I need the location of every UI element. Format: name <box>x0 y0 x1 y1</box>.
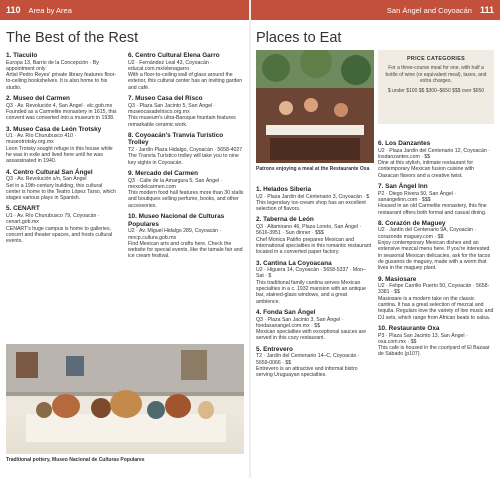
best-rest-entry <box>128 170 244 209</box>
best-rest-entry <box>128 132 244 166</box>
best-rest-entry-description: This modern food hall features more than 30 stalls and boutiques selling perfume, books, and other accessories. <box>128 190 244 209</box>
places-to-eat-column-2 <box>378 140 494 362</box>
left-page-title: The Best of the Rest <box>6 30 139 46</box>
restaurant-entry <box>256 186 372 212</box>
price-categories-text: For a three-course meal for one, with half a bottle of wine (or equivalent meal), taxes, and extra charges. <box>385 65 487 84</box>
best-rest-entry-info: Q3 · Av. Revolución 4, San Ángel · elc.gob.mx <box>6 102 113 109</box>
price-scale: $ under $100 $$ $300–$650 $$$ over $650 <box>387 88 485 95</box>
best-rest-entry-title: 10. Museo Nacional de Culturas Populares <box>128 213 225 228</box>
best-rest-entry-info: T2 · Jardín Plaza Hidalgo, Coyoacán · 5658-4027 <box>128 147 243 154</box>
restaurant-entry <box>378 220 494 272</box>
restaurant-entry <box>378 140 494 179</box>
best-rest-entry-title: 2. Museo del Carmen <box>6 95 70 103</box>
restaurant-entry-info: Q3 · Altamirano 46, Plaza Loreto, San Ángel · 5616-3951 · Sun dinner · $$$ <box>256 224 362 237</box>
restaurant-entry <box>256 260 372 305</box>
best-rest-entry-description: This museum's ultra-Baroque fountain features remarkable ceramic work. <box>128 115 236 128</box>
best-rest-entry-description: CENART's huge campus is home to galleries, concert and theater spaces, and hosts cultural events. <box>6 225 113 245</box>
best-rest-entry-title: 8. Coyoacán's Tranvía Turístico Trolley <box>128 131 224 147</box>
best-rest-column-2 <box>128 52 244 264</box>
restaurant-entry-description: This traditional family cantina serves Mexican specialties in a c. 1932 mansion with an antique bar, stained-glass windows, and a great ambience. <box>256 279 366 305</box>
restaurant-entry-description: Housed in an old Carmelite monastery, this fine restaurant offers both formal and casual dining. <box>378 203 487 216</box>
best-rest-entry-title: 3. Museo Casa de León Trotsky <box>6 125 102 133</box>
restaurant-entry-info: T2 · Jardín del Centenario 14–C, Coyoacán · 5659-0066 · $$ <box>256 353 360 366</box>
restaurant-entry-description: Chef Monica Patiño prepares Mexican and international specialties in this romantic restaurant located in a converted paper factory. <box>256 236 372 256</box>
left-running-title: Area by Area <box>28 5 72 15</box>
best-rest-entry-info: Europa 13, Barrio de la Concepción · By appointment only <box>6 59 99 72</box>
right-page-header <box>251 0 500 20</box>
restaurant-entry <box>378 325 494 358</box>
restaurant-entry <box>378 276 494 321</box>
restaurant-entry-title: 6. Los Danzantes <box>378 140 431 147</box>
restaurant-entry-title: 8. Corazón de Maguey <box>378 219 446 227</box>
left-page-header <box>0 0 249 20</box>
restaurant-entry-title: 3. Cantina La Coyoacana <box>256 259 332 267</box>
right-page-number: 111 <box>479 5 494 15</box>
best-rest-entry-info: U2 · Av. Miguel Hidalgo 289, Coyoacán · mncp.cultura.gob.mx <box>128 228 222 241</box>
restaurant-oxa-photo <box>256 50 374 163</box>
restaurant-entry-title: 4. Fonda San Ángel <box>256 308 316 316</box>
best-rest-column-1 <box>6 52 118 249</box>
museum-photo-caption: Traditional pottery, Museo Nacional de Culturas Populares <box>6 457 145 463</box>
best-rest-entry-description: Artist Pedro Reyes' private library features floor-to-ceiling bookshelves. It is also home to his studio. <box>6 72 117 91</box>
best-rest-entry-description: Set in a 19th-century building, this cultural center is home to the Teatro López Tarso, which stages various plays in Spanish. <box>6 182 116 202</box>
restaurant-entry <box>256 309 372 342</box>
best-rest-entry-description: Founded as a Carmelite monastery in 1615, this convent was converted into a museum in 1938. <box>6 108 117 122</box>
best-rest-entry <box>6 52 118 91</box>
best-rest-entry-description: Find Mexican arts and crafts here. Check the website for special events, like the tamale fair and ice cream festival. <box>128 240 243 260</box>
restaurant-entry-description: Entrevero is an attractive and informal bistro serving Uruguayan specialties. <box>256 365 358 379</box>
restaurant-entry-info: U2 · Plaza Jardín del Centenario 3, Coyoacán · $ <box>256 193 370 200</box>
best-rest-entry-title: 5. CENART <box>6 205 40 213</box>
best-rest-entry-description: With a floor-to-ceiling wall of glass around the exterior, this cultural center has an inviting garden and café. <box>128 72 243 91</box>
best-rest-entry <box>128 213 244 260</box>
right-running-title: San Ángel and Coyoacán <box>386 5 472 15</box>
best-rest-entry-title: 4. Centro Cultural San Ángel <box>6 168 93 176</box>
restaurant-entry-info: P3 · Plaza San Jacinto 13, San Ángel · oxa.com.mx · $$ <box>378 332 468 345</box>
restaurant-entry <box>378 183 494 216</box>
restaurant-photo-caption: Patrons enjoying a meal at the Restaurante Oxa <box>256 166 370 172</box>
pottery-illustration <box>6 344 244 454</box>
restaurant-entry-description: Dine at this stylish, intimate restaurant for contemporary Mexican fusion cuisine with Oaxacan flavors and a creative twist. <box>378 160 475 179</box>
best-rest-entry-title: 7. Museo Casa del Risco <box>128 95 203 103</box>
restaurant-entry-info: P2 · Diego Rivera 50, San Ángel · sanangelinn.com · $$$ <box>378 190 457 203</box>
restaurant-entry-description: Mexican specialties with exceptional sauces are served in this cozy restaurant. <box>256 329 367 342</box>
restaurant-entry-title: 5. Entrevero <box>256 345 293 353</box>
best-rest-entry-description: The Tranvía Turístico trolley will take you to nine key sights in Coyoacán. <box>128 153 239 166</box>
restaurant-entry <box>256 216 372 255</box>
best-rest-entry <box>128 95 244 128</box>
left-page-number: 110 <box>6 5 21 15</box>
restaurant-entry-info: U2 · Plaza Jardín del Centenario 12, Coyoacán · losdanzantes.com · $$ <box>378 147 490 160</box>
restaurant-entry-title: 7. San Ángel Inn <box>378 183 428 191</box>
best-rest-entry-info: Q3 · Plaza San Jacinto 5, San Ángel · museocasadelrisco.org.mx <box>128 102 216 115</box>
restaurant-entry-title: 1. Helados Siberia <box>256 186 312 193</box>
best-rest-entry-title: 9. Mercado del Carmen <box>128 169 198 177</box>
best-rest-entry <box>6 95 118 121</box>
best-rest-entry-title: 6. Centro Cultural Elena Garro <box>128 52 220 59</box>
best-rest-entry-title: 1. Tlacuilo <box>6 52 38 59</box>
restaurant-entry <box>256 346 372 379</box>
restaurant-entry-info: Q3 · Plaza San Jacinto 3, San Ángel · fondasanangel.com.mx · $$ <box>256 316 344 329</box>
best-rest-entry <box>6 126 118 165</box>
best-rest-entry-info: U1 · Av. Río Churubusco 79, Coyoacán · cenart.gob.mx <box>6 213 100 226</box>
restaurant-entry-title: 9. Masiosare <box>378 275 417 283</box>
restaurant-entry-info: U2 · Higuera 14, Coyoacán · 5658-5337 · Mon–Sat · $ <box>256 267 366 280</box>
restaurant-entry-info: U2 · Jardín del Centenario 9A, Coyoacán · corazonde maguey.com · $$ <box>378 227 477 240</box>
price-categories-title: PRICE CATEGORIES <box>406 56 465 62</box>
museum-pottery-photo <box>6 344 244 454</box>
restaurant-entry-description: Enjoy contemporary Mexican dishes and an extensive mezcal menu here. If you're interested in seasonal Mexican delicacies, ask for the tacos de gusanos de maguey, made with a worm that lives in the maguey plant. <box>378 240 491 272</box>
restaurant-illustration <box>256 50 374 163</box>
restaurant-entry-description: This cafe is housed in the courtyard of El Bazaar de Sábado (p107). <box>378 345 490 358</box>
best-rest-entry <box>128 52 244 91</box>
best-rest-entry-info: U2 · Fernández Leal 43, Coyoacán · educal.com.mx/elenagarro <box>128 59 212 72</box>
best-rest-entry-info: Q3 · Av. Revolución s/n, San Ángel <box>6 176 87 183</box>
price-categories-box <box>378 50 494 124</box>
restaurant-entry-description: Masiosare is a modern take on the classic cantina. It has a great selection of mezcal and tequila. Regulars love the variety of live music and DJ sets, which range from African beats to salsa. <box>378 295 494 321</box>
right-page-title: Places to Eat <box>256 30 342 46</box>
best-rest-entry-info: Q3 · Calle de la Amargura 5, San Ángel · mexcdelcarmen.com <box>128 177 223 190</box>
best-rest-entry <box>6 205 118 244</box>
restaurant-entry-title: 2. Taberna de León <box>256 216 314 224</box>
places-to-eat-column-1 <box>256 186 372 383</box>
restaurant-entry-info: U2 · Felipe Carrillo Puerto 50, Coyoacán · 5658-3381 · $$ <box>378 283 490 296</box>
best-rest-entry <box>6 169 118 202</box>
restaurant-entry-description: This legendary ice-cream shop has an excellent selection of flavors. <box>256 199 366 213</box>
restaurant-entry-title: 10. Restaurante Oxa <box>378 324 440 332</box>
best-rest-entry-description: Leon Trotsky sought refuge in this house while he was in exile and lived here until he was assassinated in 1940. <box>6 145 113 165</box>
best-rest-entry-info: U1 · Av. Río Churubusco 410 · museotrotsky.org.mx <box>6 133 77 146</box>
page-gutter <box>249 0 251 478</box>
